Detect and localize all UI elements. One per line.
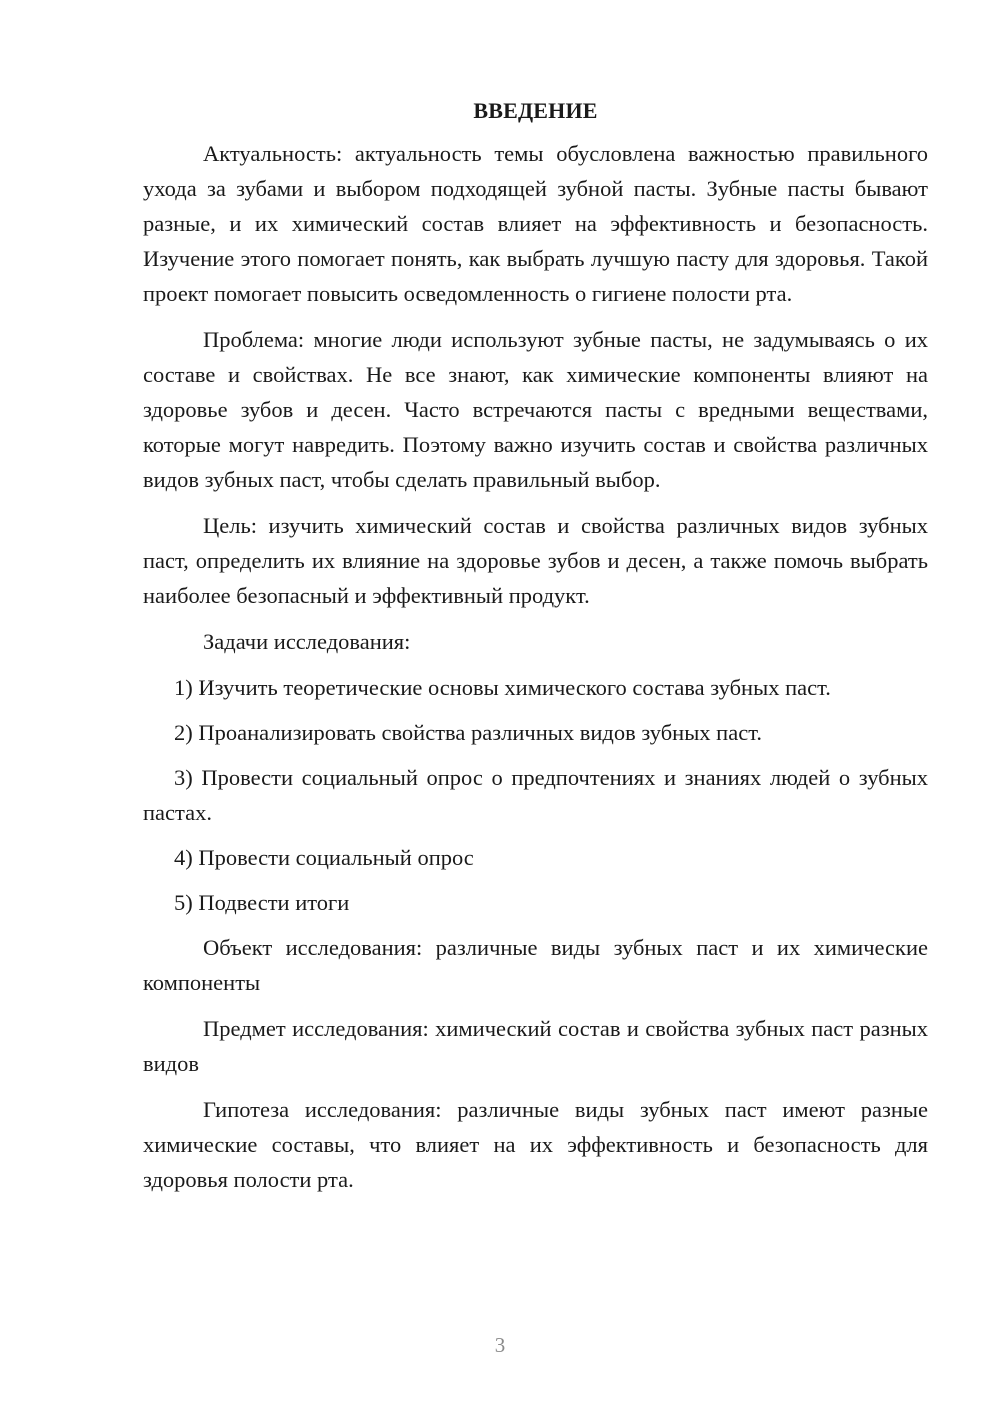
task-item-3: 3) Провести социальный опрос о предпочтениях и знаниях людей о зубных пастах. (143, 765, 928, 825)
goal-paragraph: Цель: изучить химический состав и свойства различных видов зубных паст, определить их влияние на здоровье зубов и десен, а также помочь выбрать наиболее безопасный и эффективный продукт. (143, 513, 928, 608)
tasks-heading: Задачи исследования: (203, 629, 411, 654)
task-item-4: 4) Провести социальный опрос (174, 845, 474, 870)
hypothesis-paragraph: Гипотеза исследования: различные виды зубных паст имеют разные химические составы, что влияет на их эффективность и безопасность для здоровья полости рта. (143, 1097, 928, 1192)
relevance-paragraph: Актуальность: актуальность темы обусловлена важностью правильного ухода за зубами и выбором подходящей зубной пасты. Зубные пасты бывают разные, и их химический состав влияет на эффективность и безопасность. Изучение этого помогает понять, как выбрать лучшую пасту для здоровья. Такой проект помогает повысить осведомленность о гигиене полости рта. (143, 141, 928, 306)
page-number: 3 (494, 1333, 506, 1357)
task-item-5: 5) Подвести итоги (174, 890, 350, 915)
tasks-list (143, 670, 928, 920)
section-title: ВВЕДЕНИЕ (473, 98, 598, 123)
page-content (143, 96, 928, 1208)
task-item-1: 1) Изучить теоретические основы химического состава зубных паст. (174, 675, 831, 700)
task-item-2: 2) Проанализировать свойства различных видов зубных паст. (174, 720, 762, 745)
object-paragraph: Объект исследования: различные виды зубных паст и их химические компоненты (143, 935, 928, 995)
subject-paragraph: Предмет исследования: химический состав и свойства зубных паст разных видов (143, 1016, 928, 1076)
problem-paragraph: Проблема: многие люди используют зубные пасты, не задумываясь о их составе и свойствах. Не все знают, как химические компоненты влияют на здоровье зубов и десен. Часто встречаются пасты с вредными веществами, которые могут навредить. Поэтому важно изучить состав и свойства различных видов зубных паст, чтобы сделать правильный выбор. (143, 327, 928, 492)
